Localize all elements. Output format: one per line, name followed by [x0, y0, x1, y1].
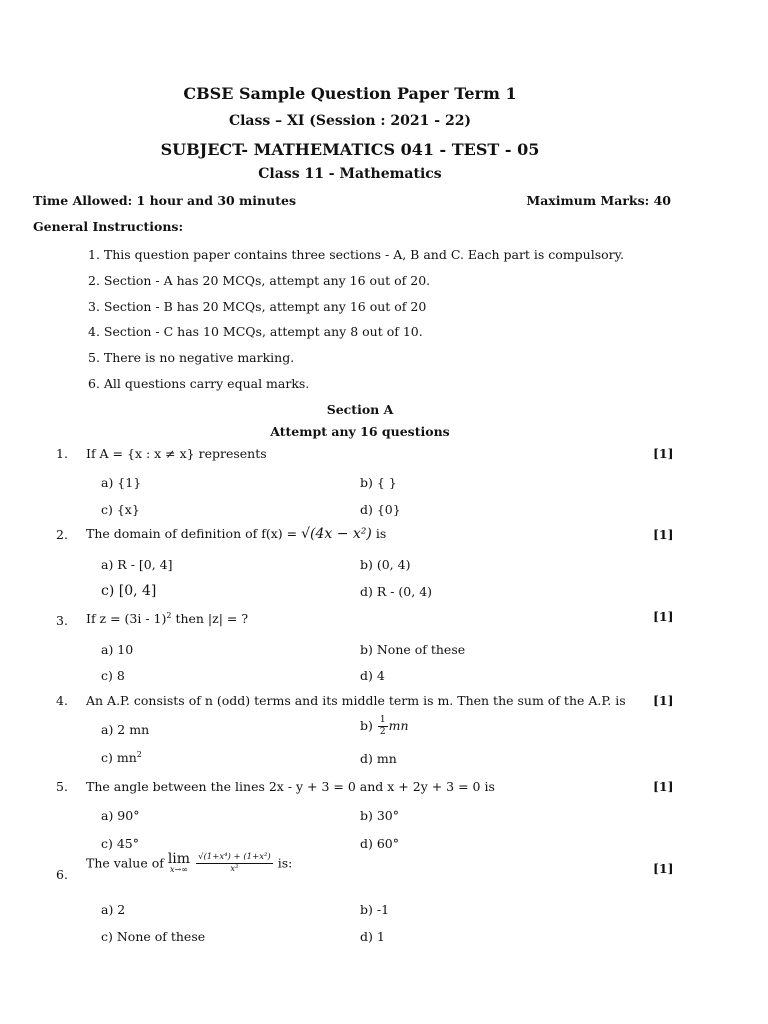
- superscript: 2: [136, 750, 142, 759]
- option-c: c) [0, 4]: [101, 583, 157, 599]
- superscript: 2: [166, 611, 172, 620]
- question-marks: [1]: [653, 609, 674, 624]
- instruction-item: 2. Section - A has 20 MCQs, attempt any 16 out of 20.: [88, 273, 431, 288]
- fraction-numerator: √(1+x⁴) + (1+x²): [198, 852, 271, 862]
- question-text: An A.P. consists of n (odd) terms and its middle term is m. Then the sum of the A.P. is: [86, 693, 626, 708]
- option-d: d) 4: [360, 668, 385, 683]
- option-a: a) 2 mn: [101, 722, 150, 737]
- option-c: c) {x}: [101, 502, 140, 517]
- question-text: If A = {x : x ≠ x} represents: [86, 446, 267, 461]
- question-marks: [1]: [653, 779, 674, 794]
- question-number: 4.: [56, 693, 68, 708]
- question-text: [86, 526, 386, 542]
- question-number: 5.: [56, 779, 68, 794]
- limit-operator: [168, 852, 190, 874]
- question-marks: [1]: [653, 446, 674, 461]
- instruction-item: 1. This question paper contains three sections - A, B and C. Each part is compulsory.: [88, 247, 625, 262]
- question-marks: [1]: [653, 861, 674, 876]
- question-text-pre: If z = (3i - 1): [86, 611, 167, 627]
- option-b: b) 30°: [360, 808, 400, 823]
- question-text: [86, 852, 292, 874]
- subject-line: SUBJECT- MATHEMATICS 041 - TEST - 05: [160, 140, 540, 159]
- question-number: 6.: [56, 867, 68, 882]
- option-b: b) (0, 4): [360, 557, 411, 572]
- question-number: 2.: [56, 527, 68, 542]
- maximum-marks: Maximum Marks: 40: [526, 193, 671, 208]
- question-marks: [1]: [653, 693, 674, 708]
- option-c: [101, 750, 142, 765]
- option-c: c) 45°: [101, 836, 140, 851]
- time-allowed: Time Allowed: 1 hour and 30 minutes: [33, 193, 296, 208]
- option-d: d) 60°: [360, 836, 400, 851]
- question-text-post: is:: [273, 855, 293, 871]
- option-d: d) mn: [360, 751, 397, 766]
- limit-label: lim: [167, 851, 191, 867]
- option-b: b) -1: [360, 902, 390, 917]
- option-d: d) R - (0, 4): [360, 584, 433, 599]
- option-b-math: mn: [388, 718, 409, 733]
- instruction-item: 6. All questions carry equal marks.: [88, 376, 310, 391]
- fraction-numerator: 1: [379, 715, 386, 725]
- question-number: 3.: [56, 613, 68, 628]
- fraction-denominator: 2: [379, 727, 386, 737]
- section-title: Section A: [326, 402, 394, 417]
- question-text-pre: The domain of definition of f(x) =: [86, 526, 302, 541]
- question-text-post: then |z| = ?: [171, 611, 249, 627]
- fraction-denominator: x²: [230, 863, 239, 874]
- sqrt-expression: √(4x − x²): [301, 526, 372, 542]
- instruction-item: 3. Section - B has 20 MCQs, attempt any 16 out of 20: [88, 299, 427, 314]
- option-a: a) {1}: [101, 475, 142, 490]
- class-session: Class – XI (Session : 2021 - 22): [228, 113, 472, 129]
- paper-title: CBSE Sample Question Paper Term 1: [183, 84, 517, 103]
- option-a: a) 90°: [101, 808, 140, 823]
- option-c-label: c) mn: [101, 750, 137, 766]
- limit-fraction: [196, 853, 273, 873]
- option-d: d) {0}: [360, 502, 401, 517]
- question-text-pre: The value of: [86, 855, 168, 871]
- option-a: a) R - [0, 4]: [101, 557, 173, 572]
- class-line: Class 11 - Mathematics: [258, 166, 442, 182]
- option-b: [360, 716, 409, 737]
- option-a: a) 10: [101, 642, 134, 657]
- option-b: b) { }: [360, 475, 397, 490]
- instructions-heading: General Instructions:: [33, 219, 184, 234]
- instruction-item: 4. Section - C has 10 MCQs, attempt any 8 out of 10.: [88, 324, 423, 339]
- instruction-item: 5. There is no negative marking.: [88, 350, 295, 365]
- question-number: 1.: [56, 446, 68, 461]
- option-a: a) 2: [101, 902, 126, 917]
- question-text-post: is: [371, 526, 387, 541]
- option-b: b) None of these: [360, 642, 466, 657]
- question-text: The angle between the lines 2x - y + 3 = 0 and x + 2y + 3 = 0 is: [86, 779, 495, 794]
- limit-subscript: x→∞: [170, 865, 188, 874]
- question-marks: [1]: [653, 527, 674, 542]
- option-c: c) 8: [101, 668, 125, 683]
- option-b-label: b): [360, 718, 377, 733]
- fraction: [378, 716, 388, 737]
- question-text: [86, 611, 248, 626]
- option-c: c) None of these: [101, 929, 206, 944]
- option-d: d) 1: [360, 929, 385, 944]
- section-subtitle: Attempt any 16 questions: [270, 424, 450, 439]
